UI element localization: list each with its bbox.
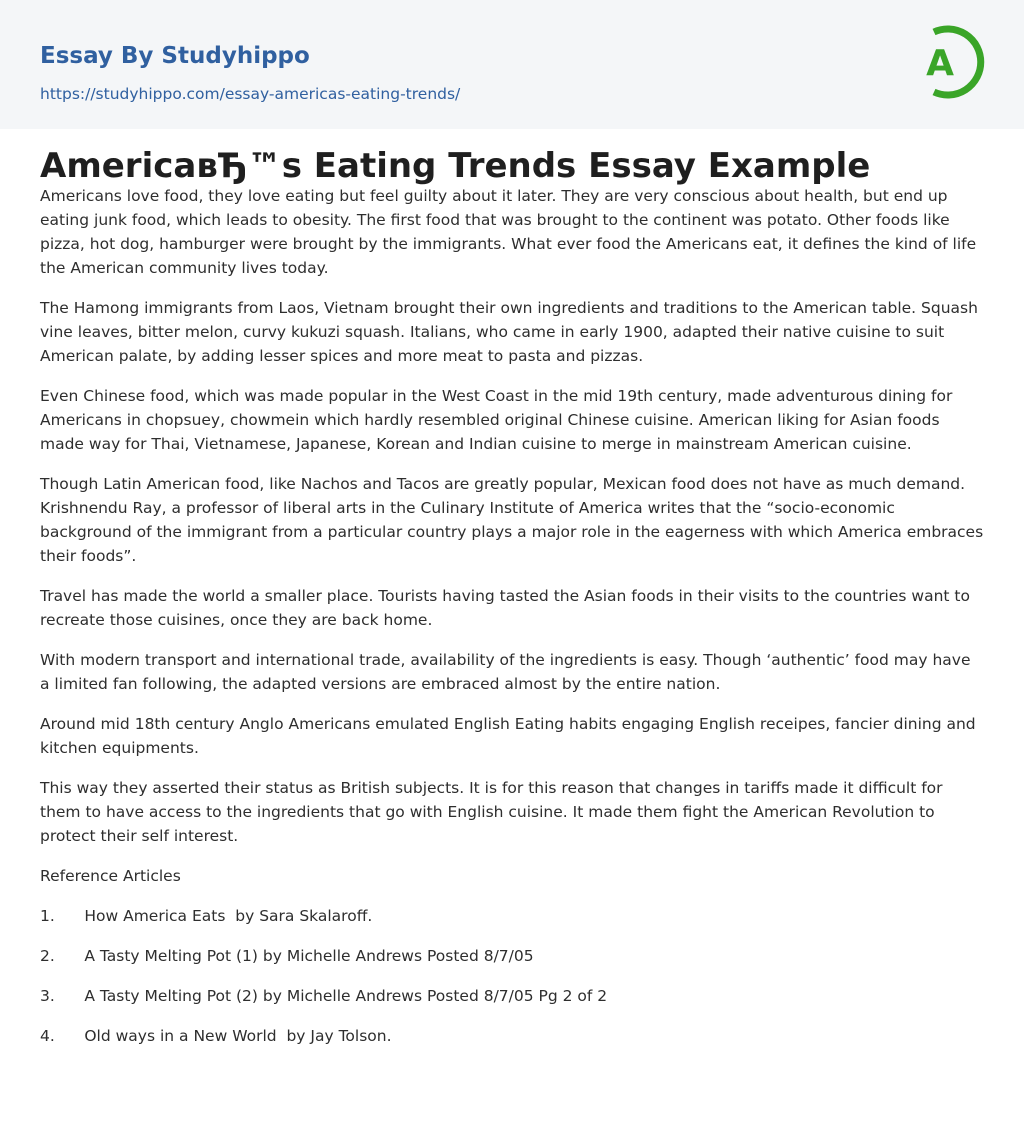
site-header [0, 0, 1024, 129]
paragraph: The Hamong immigrants from Laos, Vietnam brought their own ingredients and traditions to the American table. Squash vine leaves, bitter melon, curvy kukuzi squash. Italians, who came in early 1900, adapted their native cuisine to suit American palate, by adding lesser spices and more meat to pasta and pizzas. [40, 299, 978, 365]
essay-content [0, 129, 1024, 1048]
references-heading: Reference Articles [40, 867, 181, 885]
paragraph: This way they asserted their status as British subjects. It is for this reason that changes in tariffs made it difficult for them to have access to the ingredients that go with English cuisine. It made them fight the American Revolution to protect their self interest. [40, 779, 943, 845]
reference-item: 3. A Tasty Melting Pot (2) by Michelle Andrews Posted 8/7/05 Pg 2 of 2 [40, 987, 608, 1005]
site-title[interactable]: Essay By Studyhippo [40, 43, 310, 69]
reference-item: 1. How America Eats by Sara Skalaroff. [40, 907, 373, 925]
paragraph: Travel has made the world a smaller place. Tourists having tasted the Asian foods in their visits to the countries want to recreate those cuisines, once they are back home. [40, 587, 970, 629]
logo-letter: A [926, 43, 954, 84]
essay-body [40, 184, 984, 1048]
studyhippo-logo-icon[interactable] [912, 19, 986, 105]
references-list [40, 904, 984, 1048]
paragraph: Around mid 18th century Anglo Americans emulated English Eating habits engaging English receipes, fancier dining and kitchen equipments. [40, 715, 976, 757]
page-url-link[interactable]: https://studyhippo.com/essay-americas-eating-trends/ [40, 85, 461, 103]
paragraph: Americans love food, they love eating but feel guilty about it later. They are very conscious about health, but end up eating junk food, which leads to obesity. The first food that was brought to the continent was potato. Other foods like pizza, hot dog, hamburger were brought by the immigrants. What ever food the Americans eat, it defines the kind of life the American community lives today. [40, 187, 977, 277]
reference-item: 2. A Tasty Melting Pot (1) by Michelle Andrews Posted 8/7/05 [40, 947, 534, 965]
reference-item: 4. Old ways in a New World by Jay Tolson. [40, 1027, 392, 1045]
paragraph: With modern transport and international trade, availability of the ingredients is easy. Though ‘authentic’ food may have a limited fan following, the adapted versions are embraced almost by the entire nation. [40, 651, 971, 693]
paragraph: Though Latin American food, like Nachos and Tacos are greatly popular, Mexican food does not have as much demand. Krishnendu Ray, a professor of liberal arts in the Culinary Institute of America writes that the “socio-economic background of the immigrant from a particular country plays a major role in the eagerness with which America embraces their foods”. [40, 475, 984, 565]
page-title: AmericaвЂ™s Eating Trends Essay Example [40, 146, 871, 186]
paragraph: Even Chinese food, which was made popular in the West Coast in the mid 19th century, made adventurous dining for Americans in chopsuey, chowmein which hardly resembled original Chinese cuisine. American liking for Asian foods made way for Thai, Vietnamese, Japanese, Korean and Indian cuisine to merge in mainstream American cuisine. [40, 387, 953, 453]
